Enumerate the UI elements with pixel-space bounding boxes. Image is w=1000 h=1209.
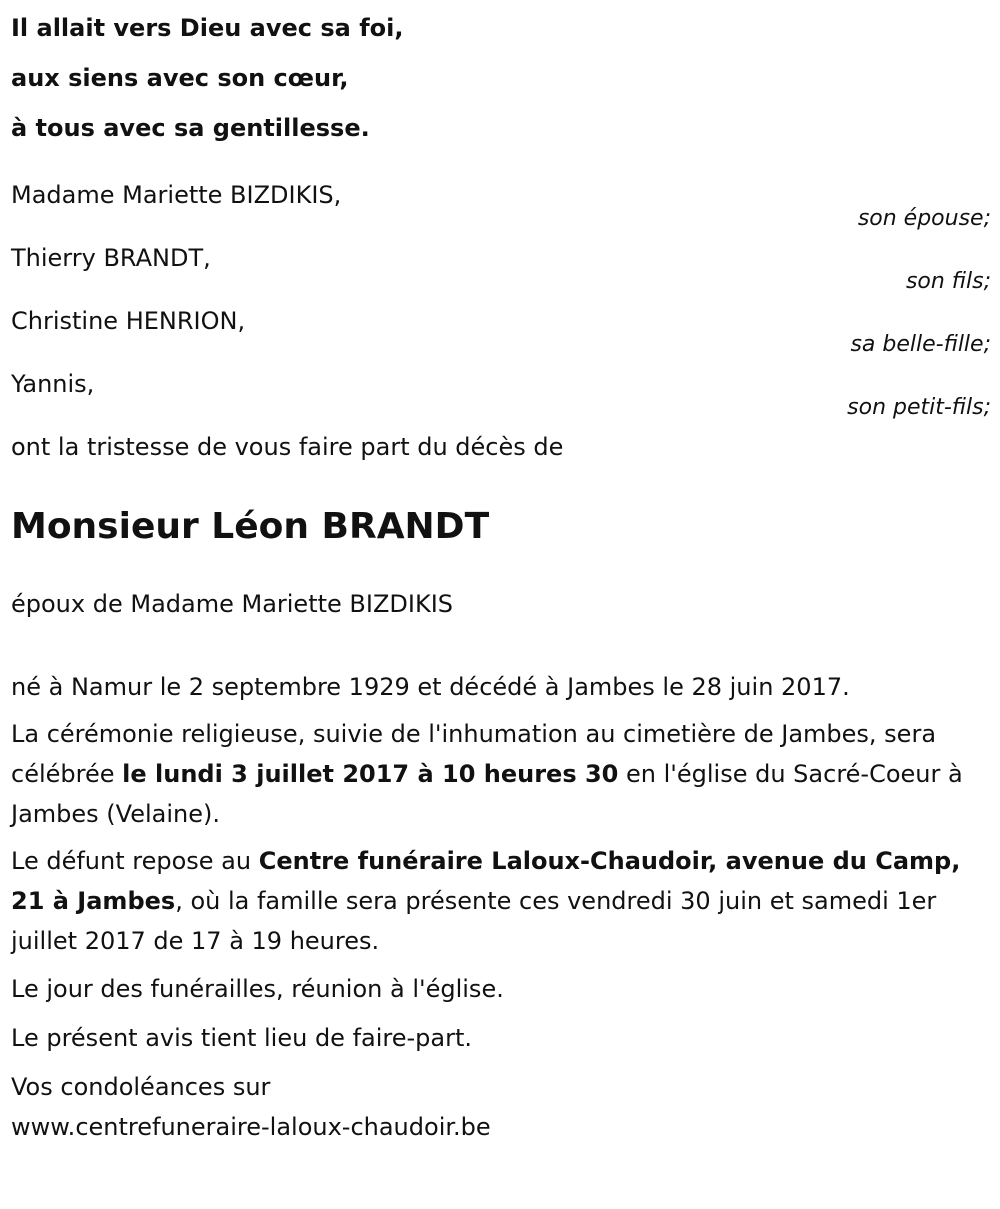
funeral-home-address: Centre funéraire Laloux-Chaudoir, avenue du Camp, 21 à Jambes [11, 847, 961, 915]
deceased-name: Monsieur Léon BRANDT [11, 506, 490, 547]
family-member [11, 180, 991, 243]
spouse-line: époux de Madame Mariette BIZDIKIS [11, 590, 454, 618]
family-member-name: Yannis, [11, 370, 95, 398]
birth-death-line: né à Namur le 2 septembre 1929 et décédé à Jambes le 28 juin 2017. [11, 673, 850, 701]
funeral-day-line: Le jour des funérailles, réunion à l'église. [11, 975, 504, 1003]
family-member [11, 369, 991, 432]
family-list [11, 180, 991, 432]
ceremony-date: le lundi 3 juillet 2017 à 10 heures 30 [122, 760, 619, 788]
family-member-role: son petit-fils; [847, 395, 991, 420]
condolences-label: Vos condoléances sur [11, 1073, 271, 1101]
ceremony-location: en l'église du Sacré-Coeur à Jambes (Velaine). [11, 760, 963, 828]
obituary-notice [11, 0, 991, 1147]
notice-line: Le présent avis tient lieu de faire-part. [11, 1024, 473, 1052]
family-member-role: son épouse; [857, 206, 991, 231]
ceremony-paragraph [11, 714, 991, 834]
viewing-text: Le défunt repose au [11, 847, 259, 875]
announcement-intro: ont la tristesse de vous faire part du décès de [11, 433, 564, 461]
epitaph-quote [11, 3, 991, 153]
family-member-name: Madame Mariette BIZDIKIS, [11, 181, 342, 209]
family-member [11, 243, 991, 306]
condolences-link[interactable]: www.centrefuneraire-laloux-chaudoir.be [11, 1113, 491, 1141]
family-member-name: Christine HENRION, [11, 307, 246, 335]
family-member [11, 306, 991, 369]
quote-line-3: à tous avec sa gentillesse. [11, 114, 370, 142]
family-member-name: Thierry BRANDT, [11, 244, 211, 272]
quote-line-1: Il allait vers Dieu avec sa foi, [11, 14, 404, 42]
viewing-paragraph [11, 841, 991, 961]
family-member-role: sa belle-fille; [850, 332, 991, 357]
ceremony-text: La cérémonie religieuse, suivie de l'inhumation au cimetière de Jambes, sera célébrée [11, 720, 937, 788]
quote-line-2: aux siens avec son cœur, [11, 64, 349, 92]
viewing-hours: , où la famille sera présente ces vendredi 30 juin et samedi 1er juillet 2017 de 17 à 19 heures. [11, 887, 937, 955]
family-member-role: son fils; [905, 269, 991, 294]
